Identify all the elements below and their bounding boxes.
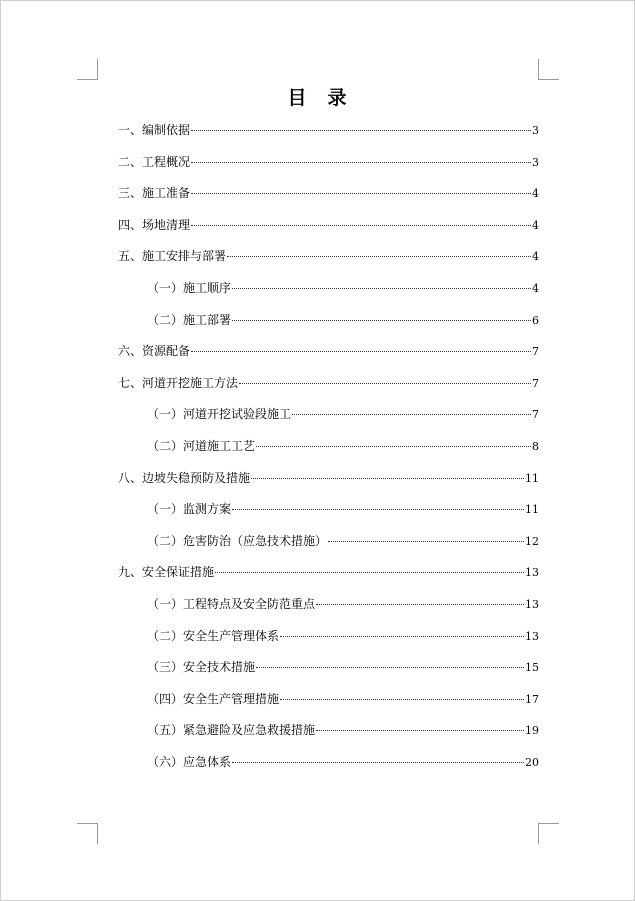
toc-entry-page-number: 4 <box>532 218 539 232</box>
toc-entry-page-number: 7 <box>532 345 539 359</box>
toc-entry[interactable] <box>118 372 539 404</box>
toc-entry-label: 一、编制依据 <box>118 123 191 137</box>
toc-entry-page-number: 8 <box>532 439 539 453</box>
toc-entry-page-number: 20 <box>525 755 539 769</box>
toc-dot-leader <box>256 667 524 668</box>
toc-dot-leader <box>280 699 524 700</box>
corner-mark-top-left <box>77 59 98 80</box>
toc-entry-page-number: 13 <box>525 597 539 611</box>
toc-entry[interactable] <box>118 593 539 625</box>
toc-entry-label: 六、资源配备 <box>118 344 191 359</box>
corner-mark-bottom-left <box>77 823 98 844</box>
toc-entry[interactable] <box>118 182 539 214</box>
toc-title: 目 录 <box>287 87 348 109</box>
toc-entry-label: 九、安全保证措施 <box>118 565 215 580</box>
toc-entry-page-number: 11 <box>525 471 539 485</box>
toc-dot-leader <box>316 730 524 731</box>
toc-dot-leader <box>191 351 531 352</box>
toc-entry[interactable] <box>118 719 539 751</box>
toc-entry-page-number: 13 <box>525 566 539 580</box>
toc-entry-label: （二）施工部署 <box>147 312 232 327</box>
toc-dot-leader <box>191 162 531 163</box>
toc-entry[interactable] <box>118 467 539 499</box>
corner-mark-top-right <box>538 59 559 80</box>
toc-entry-page-number: 7 <box>532 376 539 390</box>
toc-entry-page-number: 3 <box>532 155 539 169</box>
toc-entry-page-number: 4 <box>532 187 539 201</box>
toc-entry[interactable] <box>118 119 539 151</box>
toc-entry-page-number: 11 <box>525 503 539 517</box>
toc-entry[interactable] <box>118 561 539 593</box>
corner-mark-bottom-right <box>538 823 559 844</box>
toc-entry-page-number: 15 <box>525 661 539 675</box>
toc-dot-leader <box>280 636 524 637</box>
toc-entry-label: 二、工程概况 <box>118 154 191 169</box>
toc-entry-label: （二）危害防治（应急技术措施） <box>147 533 328 548</box>
toc-entry[interactable] <box>118 656 539 688</box>
toc-dot-leader <box>191 130 531 131</box>
toc-entry[interactable] <box>118 530 539 562</box>
toc-entry[interactable] <box>118 625 539 657</box>
toc-entry-page-number: 17 <box>525 692 539 706</box>
toc-dot-leader <box>232 288 531 289</box>
toc-dot-leader <box>292 414 531 415</box>
toc-entry-label: （一）监测方案 <box>147 502 232 517</box>
toc-entry-page-number: 12 <box>525 534 539 548</box>
toc-entry[interactable] <box>118 751 539 783</box>
toc-entry-label: 七、河道开挖施工方法 <box>118 375 239 390</box>
toc-dot-leader <box>328 541 524 542</box>
table-of-contents <box>118 119 539 782</box>
toc-entry-label: 三、施工准备 <box>118 186 191 201</box>
toc-entry[interactable] <box>118 309 539 341</box>
toc-dot-leader <box>191 193 531 194</box>
toc-entry[interactable] <box>118 214 539 246</box>
toc-entry-label: （一）工程特点及安全防范重点 <box>147 596 316 611</box>
toc-entry[interactable] <box>118 277 539 309</box>
toc-dot-leader <box>232 762 524 763</box>
toc-entry-label: （三）安全技术措施 <box>147 660 256 675</box>
toc-entry[interactable] <box>118 245 539 277</box>
toc-entry[interactable] <box>118 340 539 372</box>
toc-dot-leader <box>191 225 531 226</box>
toc-dot-leader <box>232 320 531 321</box>
toc-entry-label: （四）安全生产管理措施 <box>147 691 280 706</box>
toc-dot-leader <box>227 256 531 257</box>
toc-entry-label: （五）紧急避险及应急救援措施 <box>147 723 316 738</box>
toc-entry[interactable] <box>118 498 539 530</box>
toc-entry-label: （六）应急体系 <box>147 754 232 769</box>
toc-entry-label: （一）施工顺序 <box>147 280 232 295</box>
toc-entry-page-number: 3 <box>532 124 539 137</box>
toc-entry-label: 五、施工安排与部署 <box>118 249 227 264</box>
toc-dot-leader <box>215 572 524 573</box>
toc-entry-label: （二）河道施工工艺 <box>147 438 256 453</box>
toc-entry-label: （一）河道开挖试验段施工 <box>147 407 292 422</box>
toc-entry-page-number: 13 <box>525 629 539 643</box>
toc-entry-page-number: 6 <box>532 313 539 327</box>
toc-dot-leader <box>256 446 531 447</box>
toc-dot-leader <box>239 383 531 384</box>
toc-entry-label: （二）安全生产管理体系 <box>147 628 280 643</box>
toc-dot-leader <box>316 604 524 605</box>
toc-entry-page-number: 19 <box>525 724 539 738</box>
toc-entry-page-number: 4 <box>532 250 539 264</box>
toc-entry-page-number: 7 <box>532 408 539 422</box>
toc-entry[interactable] <box>118 688 539 720</box>
toc-dot-leader <box>232 509 524 510</box>
toc-entry[interactable] <box>118 435 539 467</box>
toc-entry-label: 八、边坡失稳预防及措施 <box>118 470 251 485</box>
toc-entry-page-number: 4 <box>532 281 539 295</box>
toc-entry[interactable] <box>118 151 539 183</box>
toc-entry-label: 四、场地清理 <box>118 217 191 232</box>
toc-dot-leader <box>251 478 524 479</box>
toc-entry[interactable] <box>118 403 539 435</box>
